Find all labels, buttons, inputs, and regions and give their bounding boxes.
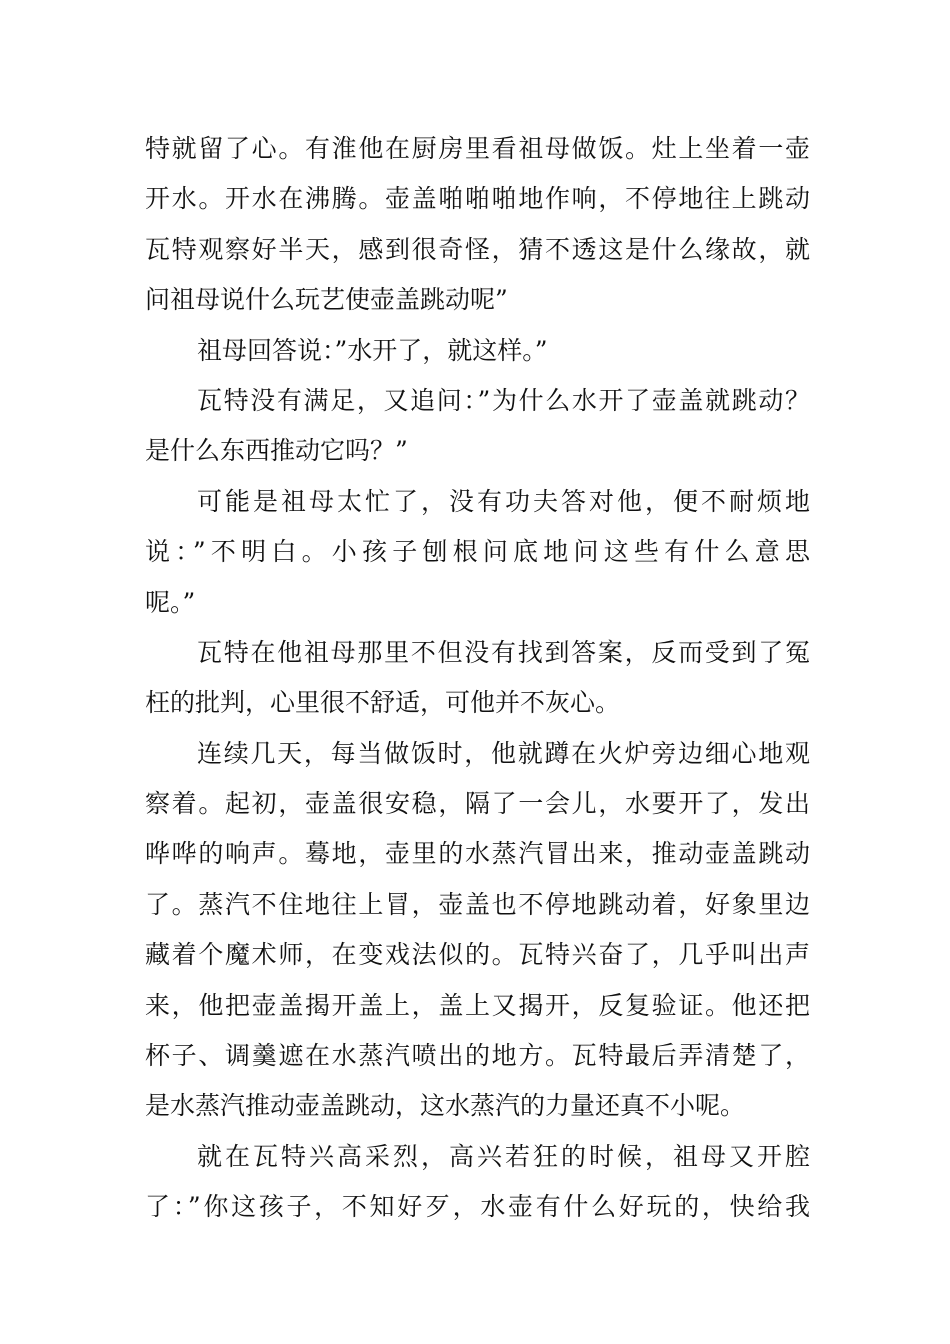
text-line: 瓦特在他祖母那里不但没有找到答案，反而受到了冤: [197, 637, 810, 667]
document-text-body: [145, 124, 810, 1233]
text-line: 了。蒸汽不住地往上冒，壶盖也不停地跳动着，好象里边: [145, 889, 810, 919]
text-line: 杯子、调羹遮在水蒸汽喷出的地方。瓦特最后弄清楚了，: [145, 1041, 810, 1071]
text-line: 枉的批判，心里很不舒适，可他并不灰心。: [145, 688, 621, 718]
text-line: 来，他把壶盖揭开盖上，盖上又揭开，反复验证。他还把: [145, 990, 810, 1020]
text-line: 就在瓦特兴高采烈，高兴若狂的时候，祖母又开腔: [197, 1141, 810, 1171]
text-line: 说：”不明白。小孩子刨根问底地问这些有什么意思: [145, 537, 810, 567]
text-line: 呢。”: [145, 587, 196, 617]
text-line: 可能是祖母太忙了，没有功夫答对他，便不耐烦地: [197, 486, 810, 516]
text-line: 是水蒸汽推动壶盖跳动，这水蒸汽的力量还真不小呢。: [145, 1091, 746, 1121]
text-line: 祖母回答说：”水开了，就这样。”: [197, 335, 548, 365]
text-line: 连续几天，每当做饭时，他就蹲在火炉旁边细心地观: [197, 738, 810, 768]
text-line: 了：”你这孩子，不知好歹，水壶有什么好玩的，快给我: [145, 1192, 810, 1222]
text-line: 开水。开水在沸腾。壶盖啪啪啪地作响，不停地往上跳动: [145, 184, 810, 214]
text-line: 哗哗的响声。蓦地，壶里的水蒸汽冒出来，推动壶盖跳动: [145, 839, 810, 869]
text-line: 特就留了心。有淮他在厨房里看祖母做饭。灶上坐着一壶: [145, 134, 810, 163]
text-line: 是什么东西推动它吗？”: [145, 436, 408, 466]
text-line: 藏着个魔术师，在变戏法似的。瓦特兴奋了，几乎叫出声: [145, 940, 810, 970]
text-line: 瓦特观察好半天，感到很奇怪，猜不透这是什么缘故，就: [145, 234, 810, 264]
text-line: 瓦特没有满足，又追问：”为什么水开了壶盖就跳动？: [197, 385, 810, 415]
text-line: 问祖母说什么玩艺使壶盖跳动呢”: [145, 285, 508, 315]
text-line: 察着。起初，壶盖很安稳，隔了一会儿，水要开了，发出: [145, 789, 810, 819]
